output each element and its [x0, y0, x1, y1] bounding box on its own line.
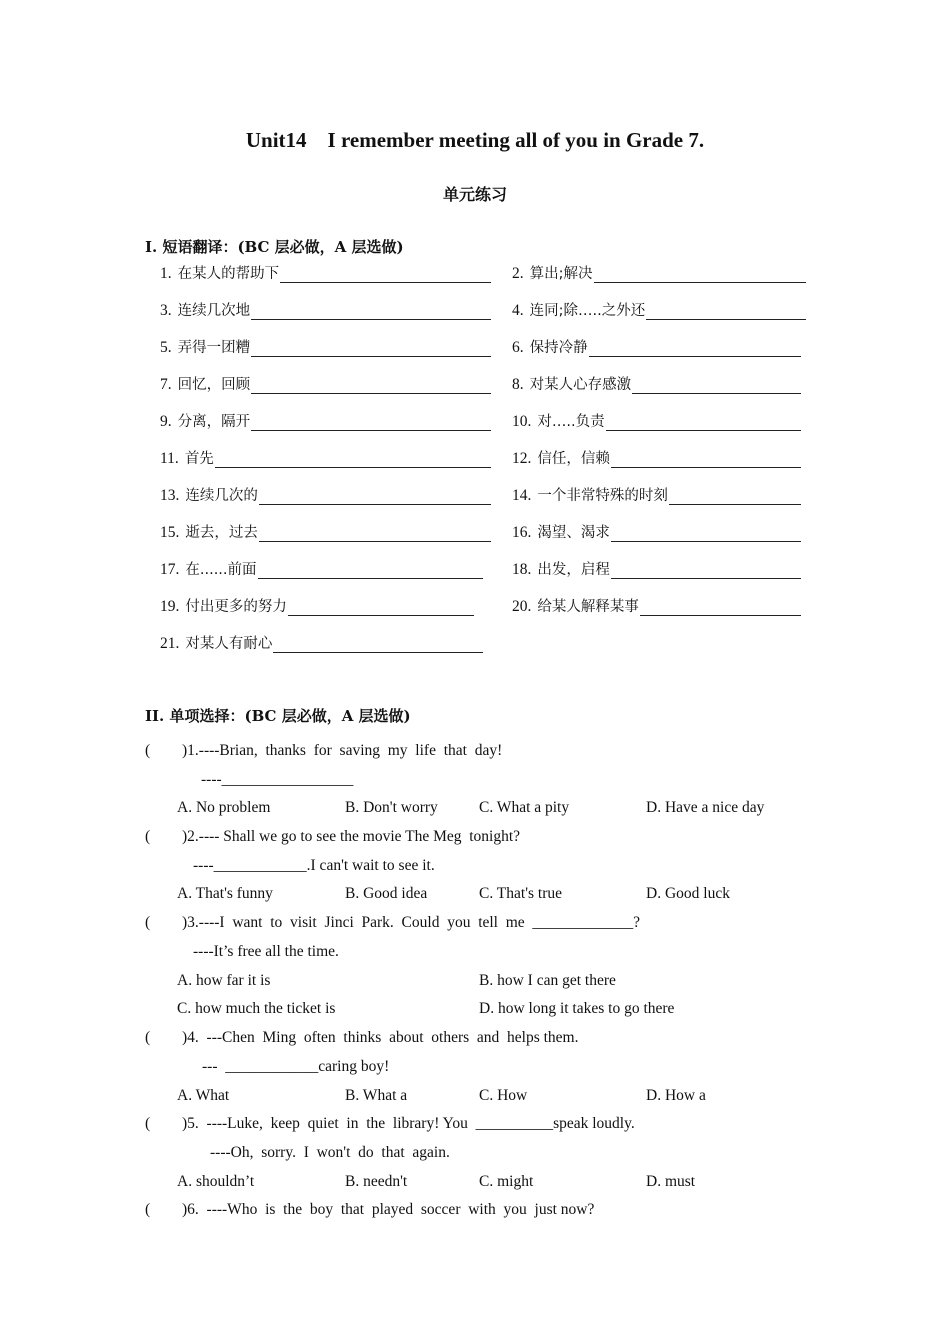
phrase-item: 7. 回忆，回顾 [160, 373, 491, 394]
phrase-item: 11. 首先 [160, 447, 491, 468]
section-2-heading: II. 单项选择：(BC 层必做，A 层选做) [145, 707, 411, 725]
answer-blank[interactable] [288, 600, 474, 616]
answer-blank[interactable] [640, 600, 801, 616]
answer-blank[interactable] [669, 489, 801, 505]
answer-blank[interactable] [280, 267, 491, 283]
option-b[interactable]: B. Don't worry [345, 799, 438, 816]
answer-blank[interactable] [273, 637, 483, 653]
answer-paren[interactable]: ( [145, 1115, 151, 1132]
phrase-item: 5. 弄得一团糟 [160, 336, 491, 357]
phrase-item: 10. 对…..负责 [512, 410, 801, 431]
answer-blank[interactable] [251, 304, 491, 320]
option-c[interactable]: C. What a pity [479, 799, 570, 816]
section-1-heading: I. 短语翻译：(BC 层必做，A 层选做) [145, 238, 404, 256]
question-3-reply: ----It’s free all the time. [193, 943, 339, 960]
phrase-item: 12. 信任，信赖 [512, 447, 801, 468]
phrase-item: 6. 保持冷静 [512, 336, 801, 357]
option-a[interactable]: A. No problem [177, 799, 271, 816]
option-d[interactable]: D. Have a nice day [646, 799, 765, 816]
answer-blank[interactable] [258, 563, 483, 579]
phrase-item: 14. 一个非常特殊的时刻 [512, 484, 801, 505]
phrase-item: 16. 渴望、渴求 [512, 521, 801, 542]
option-c[interactable]: C. how much the ticket is [177, 1000, 336, 1017]
answer-paren[interactable]: ( [145, 914, 151, 931]
answer-blank[interactable] [251, 341, 491, 357]
question-1-reply: ----_________________ [201, 771, 354, 788]
phrase-item: 13. 连续几次的 [160, 484, 491, 505]
question-3-stem: )3.----I want to visit Jinci Park. Could you tell me _____________? [182, 914, 641, 931]
option-c[interactable]: C. How [479, 1087, 528, 1104]
phrase-item: 18. 出发，启程 [512, 558, 801, 579]
option-d[interactable]: D. how long it takes to go there [479, 1000, 675, 1017]
answer-blank[interactable] [259, 489, 491, 505]
answer-blank[interactable] [646, 304, 806, 320]
option-b[interactable]: B. Good idea [345, 885, 428, 902]
option-d[interactable]: D. How a [646, 1087, 706, 1104]
phrase-item: 3. 连续几次地 [160, 299, 491, 320]
option-d[interactable]: D. Good luck [646, 885, 730, 902]
phrase-item: 2. 算出;解决 [512, 262, 806, 283]
question-1-stem: )1.----Brian, thanks for saving my life that day! [182, 742, 503, 759]
option-b[interactable]: B. how I can get there [479, 972, 616, 989]
answer-blank[interactable] [611, 563, 801, 579]
option-d[interactable]: D. must [646, 1173, 696, 1190]
question-5-stem: )5. ----Luke, keep quiet in the library! You __________speak loudly. [182, 1115, 635, 1132]
answer-blank[interactable] [611, 452, 801, 468]
answer-blank[interactable] [215, 452, 491, 468]
option-b[interactable]: B. What a [345, 1087, 408, 1104]
question-4-reply: --- ____________caring boy! [202, 1058, 390, 1075]
phrase-item: 19. 付出更多的努力 [160, 595, 474, 616]
answer-paren[interactable]: ( [145, 1201, 151, 1218]
answer-blank[interactable] [251, 415, 491, 431]
option-b[interactable]: B. needn't [345, 1173, 408, 1190]
answer-blank[interactable] [611, 526, 801, 542]
answer-blank[interactable] [251, 378, 491, 394]
phrase-item: 1. 在某人的帮助下 [160, 262, 491, 283]
question-6-stem: )6. ----Who is the boy that played soccer with you just now? [182, 1201, 595, 1218]
phrase-item: 9. 分离，隔开 [160, 410, 491, 431]
question-4-stem: )4. ---Chen Ming often thinks about others and helps them. [182, 1029, 579, 1046]
option-a[interactable]: A. That's funny [177, 885, 273, 902]
answer-blank[interactable] [606, 415, 801, 431]
option-a[interactable]: A. shouldn’t [177, 1173, 255, 1190]
phrase-item: 4. 连同;除…..之外还 [512, 299, 806, 320]
answer-paren[interactable]: ( [145, 828, 151, 845]
answer-paren[interactable]: ( [145, 1029, 151, 1046]
answer-blank[interactable] [589, 341, 801, 357]
option-c[interactable]: C. That's true [479, 885, 563, 902]
answer-paren[interactable]: ( [145, 742, 151, 759]
phrase-item: 8. 对某人心存感激 [512, 373, 801, 394]
page-subtitle: 单元练习 [442, 185, 507, 204]
question-5-reply: ----Oh, sorry. I won't do that again. [210, 1144, 450, 1161]
option-c[interactable]: C. might [479, 1173, 534, 1190]
answer-blank[interactable] [594, 267, 806, 283]
phrase-item: 15. 逝去，过去 [160, 521, 491, 542]
phrase-item: 17. 在......前面 [160, 558, 483, 579]
option-a[interactable]: A. What [177, 1087, 230, 1104]
page-title: Unit14 I remember meeting all of you in Grade 7. [245, 128, 705, 152]
option-a[interactable]: A. how far it is [177, 972, 271, 989]
question-2-stem: )2.---- Shall we go to see the movie The Meg tonight? [182, 828, 521, 845]
phrase-item: 20. 给某人解释某事 [512, 595, 801, 616]
answer-blank[interactable] [259, 526, 491, 542]
answer-blank[interactable] [632, 378, 801, 394]
phrase-item: 21. 对某人有耐心 [160, 632, 483, 653]
question-2-reply: ----____________.I can't wait to see it. [193, 857, 435, 874]
